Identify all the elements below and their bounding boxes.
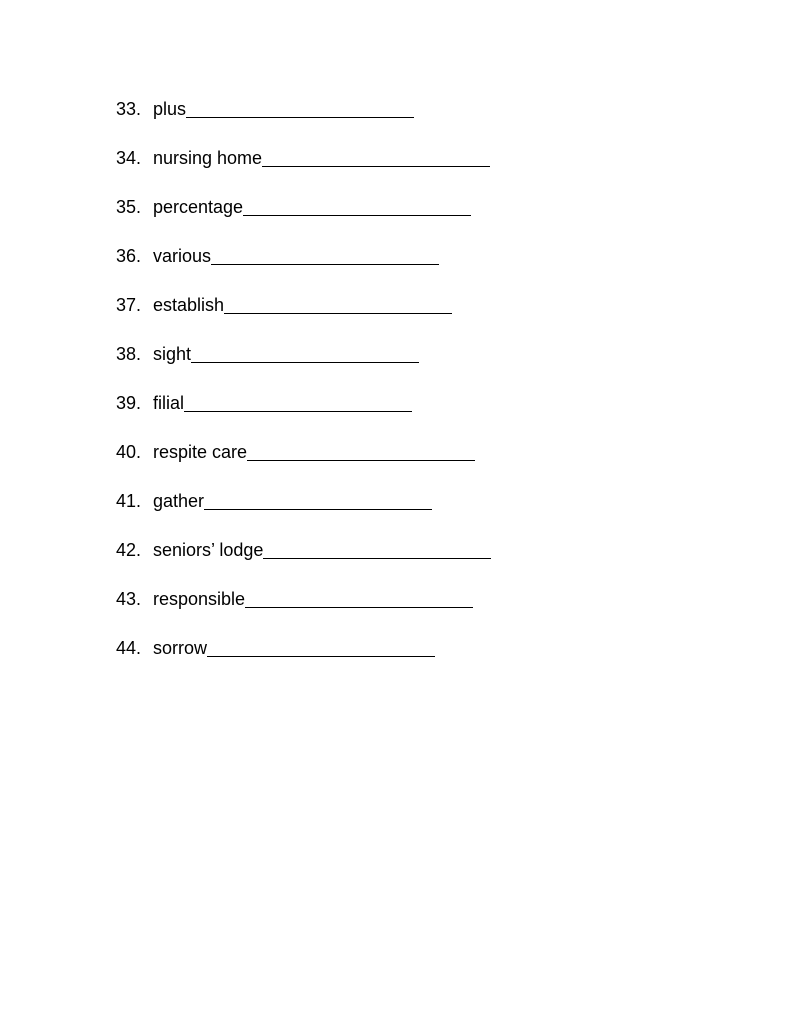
item-number: 35.	[116, 197, 142, 217]
answer-blank	[211, 264, 439, 265]
item-term: gather	[153, 491, 205, 511]
item-number: 34.	[116, 148, 142, 168]
answer-blank	[184, 411, 412, 412]
list-item	[116, 513, 491, 562]
answer-blank	[207, 656, 435, 657]
list-item	[116, 464, 491, 513]
item-number: 43.	[116, 589, 142, 609]
answer-blank	[247, 460, 475, 461]
item-number: 44.	[116, 638, 142, 658]
answer-blank	[245, 607, 473, 608]
item-term: responsible	[153, 589, 246, 609]
vocabulary-list	[116, 97, 491, 660]
answer-blank	[186, 117, 414, 118]
item-term: respite care	[153, 442, 248, 462]
list-item	[116, 268, 491, 317]
answer-blank	[262, 166, 490, 167]
item-term: sorrow	[153, 638, 208, 658]
answer-blank	[263, 558, 491, 559]
item-term: percentage	[153, 197, 244, 217]
item-number: 38.	[116, 344, 142, 364]
list-item	[116, 366, 491, 415]
item-term: plus	[153, 99, 187, 119]
item-number: 39.	[116, 393, 142, 413]
list-item	[116, 317, 491, 366]
list-item	[116, 562, 491, 611]
item-term: seniors’ lodge	[153, 540, 264, 560]
item-number: 42.	[116, 540, 142, 560]
list-item	[116, 219, 491, 268]
item-number: 33.	[116, 99, 142, 119]
list-item	[116, 170, 491, 219]
answer-blank	[191, 362, 419, 363]
list-item	[116, 121, 491, 170]
list-item	[116, 97, 491, 121]
list-item	[116, 611, 491, 660]
answer-blank	[204, 509, 432, 510]
item-term: sight	[153, 344, 192, 364]
answer-blank	[224, 313, 452, 314]
item-number: 40.	[116, 442, 142, 462]
item-term: nursing home	[153, 148, 263, 168]
item-term: various	[153, 246, 212, 266]
item-term: filial	[153, 393, 185, 413]
list-item	[116, 415, 491, 464]
item-term: establish	[153, 295, 225, 315]
answer-blank	[243, 215, 471, 216]
item-number: 36.	[116, 246, 142, 266]
item-number: 41.	[116, 491, 142, 511]
item-number: 37.	[116, 295, 142, 315]
